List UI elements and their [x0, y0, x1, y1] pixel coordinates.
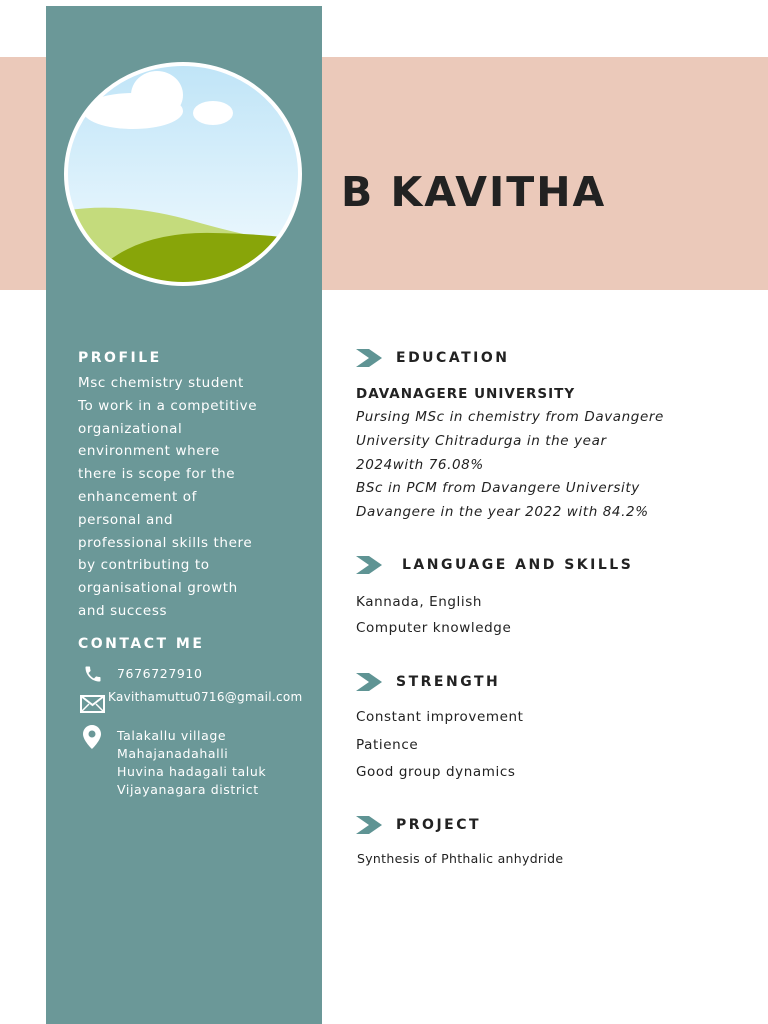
profile-line: organizational [78, 420, 183, 437]
location-pin-icon [83, 725, 101, 749]
profile-heading: PROFILE [78, 350, 162, 366]
education-line: University Chitradurga in the year [356, 432, 607, 449]
education-details [356, 406, 664, 525]
list-item: Computer knowledge [356, 620, 512, 636]
address-line: Vijayanagara district [117, 782, 259, 797]
project-title: Synthesis of Phthalic anhydride [357, 851, 564, 866]
education-line: Pursing MSc in chemistry from Davangere [356, 409, 664, 425]
skills-list [356, 589, 511, 641]
profile-summary [78, 372, 314, 623]
list-item: Patience [356, 736, 419, 753]
profile-line: there is scope for the [78, 466, 236, 483]
education-line: BSc in PCM from Davangere University [356, 480, 640, 497]
profile-line: Msc chemistry student [78, 375, 244, 391]
email-address: Kavithamuttu0716@gmail.com [108, 690, 303, 704]
profile-line: and success [78, 602, 168, 619]
skills-chevron-icon [356, 556, 382, 574]
education-line: Davangere in the year 2022 with 84.2% [356, 504, 649, 521]
skills-heading: LANGUAGE AND SKILLS [402, 557, 634, 573]
address-line: Talakallu village [117, 728, 227, 743]
profile-line: enhancement of [78, 488, 197, 505]
profile-line: organisational growth [78, 580, 238, 597]
list-item: Kannada, English [356, 594, 483, 610]
list-item: Good group dynamics [356, 764, 516, 780]
profile-line: professional skills there [78, 534, 253, 551]
education-chevron-icon [356, 349, 382, 367]
address-line: Mahajanadahalli [117, 746, 229, 761]
candidate-name: B KAVITHA [341, 168, 607, 216]
education-line: 2024with 76.08% [356, 456, 484, 473]
email-icon [80, 695, 105, 713]
strength-heading: STRENGTH [396, 674, 501, 690]
address-line: Huvina hadagali taluk [117, 764, 267, 779]
phone-icon [83, 664, 103, 684]
profile-line: environment where [78, 443, 220, 460]
contact-heading: CONTACT ME [78, 636, 205, 652]
profile-photo [63, 61, 303, 287]
project-heading: PROJECT [396, 817, 482, 833]
list-item: Constant improvement [356, 709, 524, 725]
strength-list [356, 704, 524, 787]
strength-chevron-icon [356, 673, 382, 691]
profile-line: To work in a competitive [78, 397, 258, 414]
phone-number: 7676727910 [117, 666, 203, 681]
education-heading: EDUCATION [396, 350, 510, 366]
profile-line: personal and [78, 511, 174, 528]
profile-line: by contributing to [78, 557, 210, 574]
project-chevron-icon [356, 816, 382, 834]
address [117, 727, 266, 799]
institution-name: DAVANAGERE UNIVERSITY [356, 386, 576, 402]
